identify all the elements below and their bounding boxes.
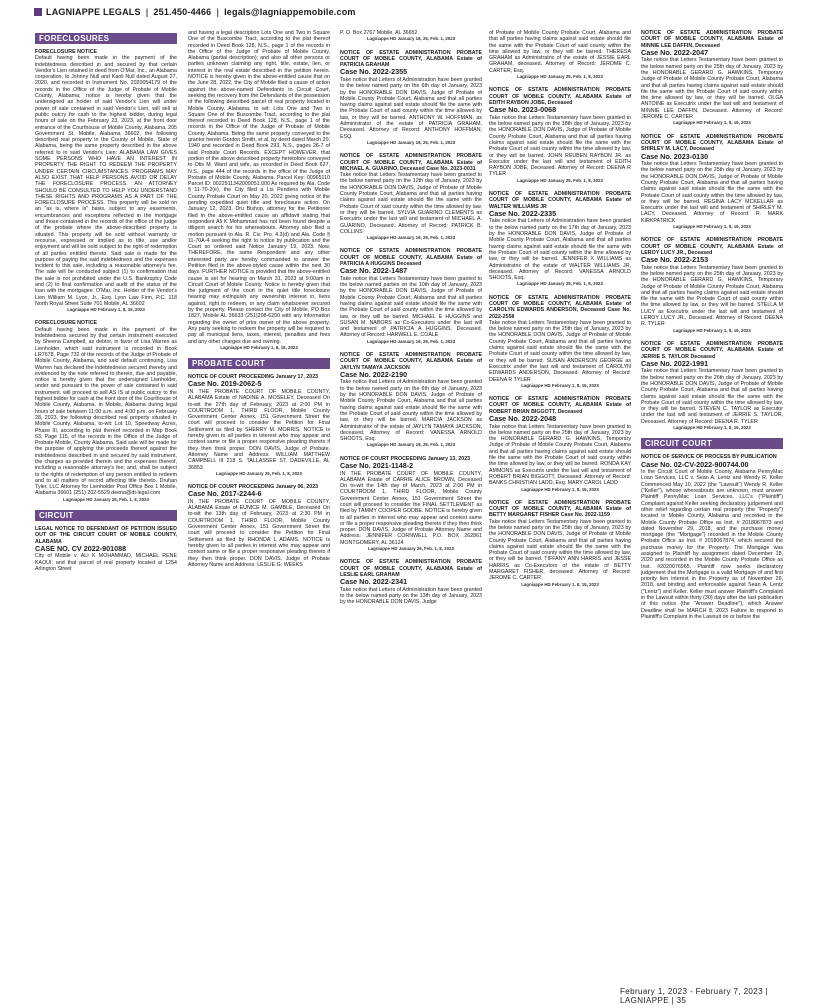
notice-title: NOTICE OF ESTATE ADMINISTRATION PROBATE COURT OF MOBILE COUNTY, ALABAMA Estate of MINNIE LEE DAFFIN, Deceased [641, 30, 783, 49]
page-footer: February 1, 2023 - February 7, 2023 | LAGNIAPPE | 35 [620, 987, 769, 1005]
notice-title: NOTICE OF ESTATE ADMINISTRATION PROBATE COURT OF MOBILE COUNTY, ALABAMA Estate of BETTY MARGARET FISHER Case No. 2022-1159 [489, 499, 631, 519]
case-number: Case No. 2022-2190 [340, 369, 408, 379]
header-email[interactable]: legals@lagniappemobile.com [224, 7, 356, 17]
notice-title: NOTICE OF ESTATE ADMINISTRATION PROBATE COURT OF MOBILE COUNTY, ALABAMA Estate of JERRIE S. TAYLOR Deceased [641, 340, 783, 360]
legal-notice [641, 454, 783, 620]
notice-body: Take notice that Letters of Administration have been granted to the below named party on the 17th day of January, 2023 by the HONORABLE DON DAVIS, Judge of Probate of Mobile County Probate Court, Alabama and that all parties having claims against said estate should file the same with the Probate Court of said county within the time allowed by law, or they will be barred. JENNIFER X WILLIAMS as Administratrix of the estate of WALTER WILLIAMS JR, deceased. Attorney of Record: VANESSA ARNOLD SHOOTS, Esq. [489, 218, 631, 282]
legal-notice [340, 153, 482, 241]
legal-notice [489, 295, 631, 389]
case-number: Case No. 2017-2244-6 [188, 489, 262, 499]
notice-title: NOTICE OF ESTATE ADMINISTRATION PROBATE COURT OF MOBILE COUNTY, ALABAMA Estate of LESLIE EARL GRAHAM [340, 559, 482, 578]
page-header [34, 5, 356, 19]
legal-notice [489, 87, 631, 184]
notice-body: Take notice that Letters of Administration have been granted to the below named party on the 6th day of January, 2023 by the HONORABLE DON DAVIS, Judge of Probate of Mobile County Probate Court, Alabama and that all parties having claims against said estate should file the same with the Probate Court of said county within the time allowed by law, or they will be barred. MARCIA JACKSON as Administratrix of the estate of JAYLYN TAMAYA JACKSON, deceased. Attorney of Record: VANESSA ARNOLD SHOOTS, Esq. [340, 379, 482, 443]
legal-notice [641, 237, 783, 334]
notice-title: NOTICE OF ESTATE ADMINISTRATION PROBATE COURT OF MOBILE COUNTY, ALABAMA Estate of WALTER WILLIAMS JR [489, 191, 631, 210]
case-number: Case No. 2022-2047 [641, 47, 709, 57]
publication-tag: Lagniappe HD February 1, 8, 15, 2023 [673, 425, 751, 431]
section-header: CIRCUIT [35, 510, 177, 521]
section-header: FORECLOSURES [35, 33, 177, 44]
notice-body: Take notice that Letters Testamentary have been granted to the below named party on the 26th day of January, 2023 by the HONORABLE DON DAVIS, Judge of Probate of Mobile County Probate Court, Alabama and that all parties having claims against said estate should file the same with the Probate Court of said county within the time allowed by law, or they will be barred. STEVEN C. TAYLOR as Executor under the last will and testament of JERRIE S. TAYLOR, Deceased. Attorney of Record: DEENA R. TYLER [641, 368, 783, 425]
publication-tag: Lagniappe HD January 18, 25, Feb. 1, 2023 [366, 442, 456, 448]
notice-body: and having a legal description Lots One and Two in Square One of the Buscombe Tract, according to the plat thereof recorded in Deed Book 128, N.S., page 1 of the records in the Office of the Judge of Probate of Mobile County, Alabama (partial description); and also all other persons or parties unknown claiming any right, title, estate, lien, or interest in the real estate described in the petition herein. NOTICE is hereby given in the above-entitled cause that on the June 28, 2022, the City of Mobile filed a cause of action against the above-named Defendants in Circuit Court, seeking the recovery from the Defendants of the possession of the following described parcel of real property located in Mobile County, Alabama, to wit: Lots One and Two in Square One of the Buscombe Tract, according to the plat thereof recorded in Deed Book 128, N.S., page 1 of the records in the Office of the Judge of Probate of Mobile County, Alabama. Being the same property conveyed to the grantor herein Gordon Smith, et al, by deed dated March 20, 1940 and recorded in Deed Book 293, N.S., pages 26-7 of said Probate Court Records. EXCEPT HOWEVER, that portion of the above described property heretofore conveyed to Otis M. Ward and wife, as recorded in Deed Book 627, N.S., page 444 of the records in the office of the Judge of Probate of Mobile County, Alabama. Parcel Key: 00965110 Parcel ID: 0022911342000051.000 As required by Ala. Code § 11-70-2(e), the City filed a Lis Pendens with Mobile County Probate Court on May 20, 2022 giving notice of the pending expedited quiet title and foreclosure action. On January 12, 2023, Dru Bishop, attorney for the Petitioner filed in the above-entitled cause an affidavit stating that respondent Ali K Mohammad has not been found despite a diligent search for his whereabouts. Attorney also filed a motion pursuant to Ala. R. Civ. Pro. 4.3(d) and Ala. Code § 11-70A-4 seeking the right to notice by publication and the Court so ordered said Notice January 19, 2023. Now, THEREFORE, the same Respondent and any other interested party are hereby commanded to answer the Petition filed in the above-styled cause within the next 30 days. FURTHER NOTICE is provided that the above-entitled cause is set for hearing on March 31, 2023 at 9:00am in Circuit Court of Mobile County. Notice is hereby given that the judgment of the court in the quiet title foreclosure hearing may extinguish any ownership interest in, liens against, right to redeem, or any claim whatsoever secured by the property. Please contact the City of Mobile, PO Box 1827, Mobile AL 36633 (251)208-6200 with any information regarding the owner of prior owner of the above property. Any party seeking to redeem the property will be required to pay all municipal liens, taxes, interest, penalties and fees and any other charges due and owning. [188, 30, 330, 345]
notice-body: Take notice that Letters Testamentary have been granted to the below named party on the 18th day of January, 2023 by the HONORABLE DON DAVIS, Judge of Probate of Mobile County Probate Court, Alabama and that all parties having claims against said estate should file the same with the Probate Court of said county within the time allowed by law, or they will be barred. JOHN REUBEN RAYBON JR. as Executor under the last will and testament of EDITH RAYBON JOBE, Deceased. Attorney of Record: DEENA R TYLER [489, 114, 631, 178]
notice-body: In the Circuit Court of Mobile County, Alabama PennyMac Loan Services, LLC v. Sean A. Lentz and Wendy R. Keller Commenced May 10, 2022 (the "Lawsuit") Wendy R. Keller ("Keller"), whose whereabouts are unknown, must answer Plaintiff PennyMac Loan Services, LLC's ("Plaintiff") Complaint against Keller seeking declaratory judgement and other relief regarding certain real property (the "Property") located in Mobile County, Alabama and recorded in the Mobile County Probate Office as Inst. # 2018067873 and dated November 29, 2018, and the purchase money mortgage (the "Mortgage") recorded in the Mobile County Probate Office as Inst. # 2018067874, which secured the purchase money for the Property. The Mortgage was assigned to Plaintiff by assignment dated December 18, 2020 and recorded in the Mobile County Probate Office as Inst. #2020076965. Plaintiff now seeks declaratory judgement that the Mortgage is a valid Mortgage of and first priority lien interest in the Property as of November 29, 2018, and binding and enforceable against Sean A. Lentz ("Lentz") and Keller. Keller must answer Plaintiff's Complaint in the Lawsuit within thirty (30) days after the last publication of this notice (the "Answer Deadline"), which Answer Deadline shall be MARCH 8, 2023 Failure to respond to Plaintiff's Complaint in the Lawsuit on or before the [641, 469, 783, 620]
legal-notice [188, 374, 330, 477]
publication-tag: Lagniappe HD February 1, 8, 15, 2023 [673, 327, 751, 333]
notice-title: NOTICE OF ESTATE ADMINISTRATION PROBATE COURT OF MOBILE COUNTY, ALABAMA Estate of ROBERT BRIAN BIGGOTT, Deceased [489, 396, 631, 415]
legal-notice [340, 559, 482, 605]
notice-body: Take notice that Letters Testamentary have been granted to the below named party on the 25th day of January, 2023 by the HONORABLE GERARD G. HAWKINS, Temporary Judge of Probate of Mobile County Probate Court, Alabama and that all parties having claims against said estate should file the same with the Probate Court of said county within the time allowed by law, or they will be barred. STELLA M LUCY as Executrix under the last will and testament of LEROY LUCY JR., Deceased. Attorney of Record: DEENA R. TYLER [641, 264, 783, 328]
case-number: Case No. 2022-2048 [489, 414, 557, 424]
publication-tag: Lagniappe HD January 25, Feb. 1, 8, 2023 [368, 546, 454, 552]
legal-notice [340, 248, 482, 345]
case-number: Case No. 2021-1148-2 [340, 461, 414, 471]
legal-notice [188, 30, 330, 351]
case-number: Case No. 2023-0130 [641, 151, 709, 161]
column-3 [340, 30, 482, 980]
publication-tag: Lagniappe HD February 1, 8, 15, 2023 [521, 486, 599, 492]
column-2 [188, 30, 330, 980]
legal-notice [340, 30, 482, 43]
legal-notice [641, 341, 783, 431]
notice-title: NOTICE OF ESTATE ADMINISTRATION PROBATE COURT OF MOBILE COUNTY, ALABAMA Estate of PATRICIA GRAHAM [340, 49, 482, 69]
section-header: PROBATE COURT [188, 358, 330, 369]
publication-tag: Lagniappe HD February 1, 8, 15, 2023 [220, 344, 298, 350]
legal-notice [489, 191, 631, 288]
publication-tag: Lagniappe HD February 1, 8, 15, 2023 [673, 224, 751, 230]
publication-tag: Lagniappe HD January 18, 25, Feb. 1, 2023 [366, 338, 456, 344]
notice-body: Take notice that Letters Testamentary have been granted to the below named parties on the 10th day of January, 2023 by the HONORABLE DON DAVIS, Judge of Probate of Mobile County Probate Court, Alabama and that all parties having claims against said estate should file the same with the Probate Court of said county within the time allowed by law, or they will be barred. MICHAEL E HUGGINS and SUSAN M. NABORS as Co-Executors under the last will and testament of PATRICIA A HUGGINS, Deceased. Attorney of Record: HARWELL E. COALE [340, 275, 482, 339]
case-number: Case No. 2022-2355 [340, 67, 408, 77]
header-divider: | [145, 7, 149, 17]
header-square-icon [34, 8, 42, 16]
column-5 [641, 30, 783, 980]
notice-body: IN THE PROBATE COURT OF MOBILE COUNTY, ALABAMA Estate of NADINE A. MOSELEY, Deceased On to-wit the 27th day of February, 2023 at 2:00 PM in COURTROOM 1, THIRD FLOOR, Mobile County Government Center Annex, 151 Government Street the court will proceed to consider the Petition for Final Settlement as filed by SHERRY M. MORRIS. NOTICE is hereby given to all parties in interest who may appear and contest same or file a proper responsive pleading thereto if they then think proper. DON DAVIS, Judge of Probate. Attorney Name and Address: WILLIAM MATTHEW CAMPBELL III 218 S. TALLASSEE ST. DADEVILLE, AL 36853 [188, 388, 330, 471]
notice-body: P. O. Box 2767 Mobile, AL 36652 [340, 30, 418, 36]
header-phone: 251.450-4466 [153, 7, 212, 17]
notice-title: NOTICE OF ESTATE ADMINISTRATION PROBATE COURT OF MOBILE COUNTY, ALABAMA Estate of MICHAEL A. GUARINO, Deceased Case No. 2023-0031 [340, 153, 482, 172]
notice-body: Take notice that Letters Testamentary have been granted to the below named party on the 25th day of January, 2023 by the HONORABLE DON DAVIS, Judge of Probate of Mobile County Probate Court, Alabama and that all parties having claims against said estate should file the same with the Probate Court of said county within the time allowed by law, or they will be barred. SUSAN ANDERSON GEORGE as Executrix under the last will and testament of CAROLYN EDWARDS ANDERSON, Deceased. Attorney of Record: DEENA R TYLER [489, 319, 631, 383]
notice-title: NOTICE OF ESTATE ADMINISTRATION PROBATE COURT OF MOBILE COUNTY, ALABAMA Estate of SHIRLEY M. LACY, Deceased [641, 133, 783, 153]
notice-body: Take notice that Letters Testamentary have been granted to the below named party on the 12th day of January, 2023 by the HONORABLE DON DAVIS, Judge of Probate of Mobile County Probate Court, Alabama and that all parties having claims against said estate should file the same with the Probate Court of said county within the time allowed by law, or they will be barred. SYLVIA GUARINO CLEMENTS as Executrix under the last will and testament of MICHAEL A. GUARINO, Deceased. Attorney of Record: PATRICK B. COLLINS [340, 172, 482, 235]
case-number: Case No. 2023-0068 [489, 105, 557, 115]
publication-tag: Lagniappe HD February 1, 8, 15, 2023 [521, 382, 599, 388]
case-number: Case No. 2022-2153 [641, 255, 709, 265]
legal-notice [641, 30, 783, 127]
notice-body: of Probate of Mobile County Probate Court, Alabama and that all parties having claims against said estate should file the same with the Probate Court of said county within the time allowed by law, or they will be barred. THERESA GRAHAM as Administratrix of the estate of JESSIE EARL GRAHAM, deceased. Attorney of Record: JEROME C. CARTER, Esq. [489, 30, 631, 74]
legal-notice [489, 500, 631, 588]
legal-notice [35, 49, 177, 313]
publication-tag: Lagniappe HD January 25, Feb. 1, 8, 2023 [216, 470, 302, 476]
notice-body: Take notice that Letters Testamentary have been granted to the below named party on the 25th day of January, 2023 by the HONORABLE GERARD G. HAWKINS, Temporary Judge of Probate of Mobile County Probate Court, Alabama and that all parties having claims against said estate should file the same with the Probate Court of said county within the time allowed by law, or they will be barred. OLGA ANTOINE as Executrix under the last will and testament of MINNIE LEE DAFFIN, Deceased. Attorney of Record: JEROME C. CARTER [641, 57, 783, 121]
notice-title: NOTICE OF COURT PROCEEDING January 06, 2023 [188, 484, 319, 491]
publication-tag: Lagniappe HD January 18, 25, Feb. 1, 2023 [366, 139, 456, 145]
notice-title: FORECLOSURE NOTICE [35, 320, 98, 327]
publication-tag: Lagniappe HD February 1, 8, 15, 2023 [67, 307, 145, 313]
legal-notice [340, 456, 482, 553]
publication-tag: Lagniappe HD February 1, 8, 15, 2023 [521, 581, 599, 587]
legal-notice [340, 352, 482, 449]
notice-body: Take notice that Letters Testamentary have been granted to the below named party on the 25th day of January, 2023 by the HONORABLE DON DAVIS, Judge of Probate of Mobile County Probate Court, Alabama and that all parties having claims against said estate should file the same with the Probate Court of said county within the time allowed by law, or they will be barred. TIFFANY ANN HARRIS and JESSE HARRIS as Co-Executors of the estate of BETTY MARGARET FISHER, deceased. Attorney of Record: JEROME C. CARTER [489, 518, 631, 582]
legal-notice [35, 526, 177, 572]
legal-notice [641, 134, 783, 231]
notice-title: NOTICE OF COURT PROCEEDING January 17, 2023 [188, 374, 319, 381]
case-number: Case No. 2022-1487 [340, 266, 408, 276]
notice-body: IN THE PROBATE COURT OF MOBILE COUNTY, ALABAMA Estate of CARRIE ALICE BROWN, Deceased On to-wit the 14th day of March, 2023 at 2:00 PM in COURTROOM 1, THIRD FLOOR, Mobile County Government Center Annex, 151 Government Street the court will proceed to consider the FINAL SETTLEMENT as filed by TAMMY COOPER GODBE. NOTICE is hereby given to all parties in interest who may appear and contest same or file a proper responsive pleading thereto if they then think proper. DON DAVIS, Judge of Probate Attorney Name and Address: JENNIFER CORNWELL P.O. BOX 262861 MONTGOMERY, AL 36124 [340, 470, 482, 546]
publication-tag: Lagniappe HD February 1, 8, 15, 2023 [673, 120, 751, 126]
case-number: Case No. 2022-1991 [641, 358, 709, 368]
publication-tag: Lagniappe HD January 18, 25, Feb. 1, 2023 [366, 36, 456, 42]
notice-title: LEGAL NOTICE TO DEFENDANT OF PETITION ISSUED OUT OF THE CIRCUIT COURT OF MOBILE COUNTY, ALABAMA [35, 526, 177, 545]
case-number: CASE NO. CV 2022-901088 [35, 543, 127, 553]
section-header: CIRCUIT COURT [641, 438, 783, 449]
notice-body: City of Mobile v. ALI K MOHAMMAD, MICHAEL RENE KAOUI; and that parcel of real property located at 1254 Arlington Street [35, 553, 177, 573]
publication-tag: Lagniappe HD January 25, Feb. 1, 8, 2023 [63, 496, 149, 502]
legal-notice [35, 320, 177, 503]
publication-tag: Lagniappe HD January 25, Feb. 1, 8, 2023 [517, 74, 603, 80]
publication-tag: Lagniappe HD January 18, 25, Feb. 1, 2023 [366, 235, 456, 241]
case-number: Case No. 2022-2335 [489, 208, 557, 218]
notice-title: NOTICE OF COURT PROCEEDING January 13, 2023 [340, 455, 471, 462]
case-number: Case No. 2022-2341 [340, 577, 408, 587]
notice-body: Take notice that Letters Testamentary have been granted to the below named party on the 25th day of January, 2023 by the HONORABLE GERARD G. HAWKINS, Temporary Judge of Probate of Mobile County Probate Court, Alabama and that all parties having claims against said estate should file the same with the Probate Court of said county within the time allowed by law, or they will be barred. RONDA KAY AMMONS as Executrix under the last will and testament of ROBERT BRIAN BIGGOTT, Deceased. Attorney of Record: BANKS CHRISTIAN LADD, Esq. MARY CAROL LADD [489, 423, 631, 487]
notice-body: Take notice that Letters of Administration have been granted to the below named party on the 13th day of January, 2023 by the HONORABLE DON DAVIS, Judge [340, 586, 482, 606]
notice-title: FORECLOSURE NOTICE [35, 49, 98, 55]
case-number: Case No. 02-CV-2022-900744.00 [641, 459, 749, 469]
legal-notice [489, 396, 631, 493]
notice-body: IN THE PROBATE COURT OF MOBILE COUNTY, ALABAMA Estate of EUNICE M. GAMBLE, Deceased On to-wit the 13th day of February, 2023 at 2:30 PM in COURTROOM 1, THIRD FLOOR, Mobile County Government Center Annex, 151 Government Street the court will proceed to consider the Petition for Final Settlement as filed by RHONDA L ADAMS. NOTICE is hereby given to all parties in interest who may appear and contest same or file a proper responsive pleading thereto if they then think proper. DON DAVIS, Judge of Probate Attorney Name and Address: LESLIE G. WEEKS [188, 498, 330, 568]
notice-body: Take notice that Letters Testamentary have been granted to the below named party on the 25th day of January, 2023 by the HONORABLE DON DAVIS, Judge of Probate of Mobile County Probate Court, Alabama and that all parties having claims against said estate should file the same with the Probate Court of said county within the time allowed by law, or they will be barred. REGINA LACY MCKELLAR as Executrix under the last will and testament of SHIRLEY M. LACY, Deceased. Attorney of Record: R. MARK KIRKPATRICK [641, 161, 783, 224]
column-4 [489, 30, 631, 980]
notice-title: NOTICE OF ESTATE ADMINISTRATION PROBATE COURT OF MOBILE COUNTY, ALABAMA Estate of EDITH RAYBON JOBE, Deceased [489, 87, 631, 106]
column-1 [35, 30, 177, 980]
legal-notice [188, 484, 330, 568]
notice-body: Default having been made in the payment of the indebtedness described in and secured by that certain Vendor's Lien retained in deed from O'Mar, Inc., an Alabama corporation, to Johnny Null and Kaoli Null dated August 27, 2020, and recorded in Instrument No. 2020054179 of the records in the Office of the Judge of Probate of Mobile County, Alabama; notice is hereby given that the undersigned as holder of said Vendor's Lien will under power of sale contained in said Vendor's Lien, will sell at public outcry for cash to the highest bidder, during legal hours of sale on the February 23, 2023, at the front door entrance of the Courthouse of Mobile County, Alabama, 205 Government St. Mobile, Alabama 36602, the following described real property in the County of Mobile, State of Alabama, being the same property described in the above referred to in said Vendor's Lien: ALABAMA LAW GIVES SOME PERSONS WHO HAVE AN INTEREST IN PROPERTY THE RIGHT TO REDEEM THE PROPERTY UNDER CERTAIN CIRCUMSTANCES. PROGRAMS MAY ALSO EXIST THAT HELP PERSONS AVOID OR DELAY THE FORECLOSURE PROCESS. AN ATTORNEY SHOULD BE CONSULTED TO HELP YOU UNDERSTAND THESE RIGHTS AND PROGRAMS AS A PART OF THE FORECLOSURE PROCESS. This property will be sold on an "as is, where is" basis, subject to any easements, encumbrances and exceptions reflected in the mortgage and those contained in the records of the office of the judge of the probate where the above-described property is situated. This property will be sold without warranty or recourse, expressed or implied as to title, use and/or enjoyment and will be sold subject to the right of redemption of all parties entitled thereto. Said sale is made for the purpose of paying the said indebtedness and the expenses incident to this sale, including a reasonable attorney's fee. The sale will be conducted subject (1) to confirmation that the sale is not prohibited under the U.S. Bankruptcy Code and (2) to final confirmation and audit of the status of the loan with the mortgagee. O'Mar, Inc. Holder of the Vendor's Lien William M. Lyon, Jr., Esq. Lyon Law Firm, P.C. 118 North Royal Street Suite 701 Mobile, AL 36602 [35, 55, 177, 307]
header-section: LAGNIAPPE LEGALS [46, 7, 141, 17]
publication-tag: Lagniappe HD January 25, Feb. 1, 8, 2023 [517, 177, 603, 183]
notice-title: NOTICE OF ESTATE ADMINISTRATION PROBATE COURT OF MOBILE COUNTY, ALABAMA Estate of CAROLYN EDWARDS ANDERSON, Deceased Case No. 2022-2558 [489, 294, 631, 320]
notice-body: Default having been made in the payment of the indebtedness secured by that certain instrument executed by Sheena Campbell, as debtor, in favor of Lisa Warren as Lienholder, which said instrument is recorded in Book LR7678, Page 732 of the records of the Judge of Probate of Mobile County, Alabama, and said default continuing, Lisa Warren has declared the indebtedness secured thereby and evidenced by the note referred to therein, due and payable, notice is hereby given that the undersigned Lienholder, under and pursuant to the power of sale contained in said instrument, will proceed to sell AS IS at public outcry to the highest bidder for cash at the front door of the Courthouse of Mobile County, Alabama, in Mobile, Alabama during legal hours of sale between 11:00 a.m. and 4:00 p.m. on February 28, 2023, the following described real property situated in Mobile County, Alabama, to-wit: Lot 10, Speedway Acres, Phase III, according to plat thereof recorded in Map Book 63, Page 115, of the records in the Office of the Judge of Probate Mobile, County Alabama. Said sale will be made for the purpose of applying the proceeds thereof against the indebtedness described in and secured by said instrument, the charges as provided therein and the expenses thereof, including a reasonable attorney's fee; and, shall be subject to the rights of redemption of any person entitled to redeem and to all matters of record affecting title thereto. Druhan Tyler, LLC Attorney for Lienholder Post Office Box 1 Mobile, Alabama 36601 (251) 202-5529 deena@dt-legal.com [35, 326, 177, 497]
notice-title: NOTICE OF ESTATE ADMINISTRATION PROBATE COURT OF MOBILE COUNTY, ALABAMA Estate of JAYLYN TAMAYA JACKSON [340, 352, 482, 371]
notice-body: Take notice that Letters of Administration have been granted to the below named party on the 6th day of January, 2023 by the HONORABLE DON DAVIS, Judge of Probate of Mobile County Probate Court, Alabama and that all parties having claims against said estate should file the same with the Probate Court of said county within the time allowed by law, or they will be barred. ANTHONY W. HOFFMAN, as Administrator of the estate of PATRICIA GRAHAM, Deceased. Attorney of Record: ANTHONY HOFFMAN, ESQ. [340, 76, 482, 140]
notice-title: NOTICE OF SERVICE OF PROCESS BY PUBLICATION [641, 454, 777, 461]
publication-tag: Lagniappe HD January 25, Feb. 1, 8, 2023 [517, 281, 603, 287]
notice-title: NOTICE OF ESTATE ADMINISTRATION PROBATE COURT OF MOBILE COUNTY, ALABAMA Estate of PATRICIA A HUGGINS Deceased [340, 248, 482, 267]
notice-title: NOTICE OF ESTATE ADMINISTRATION PROBATE COURT OF MOBILE COUNTY, ALABAMA Estate of LEROY LUCY JR., Deceased [641, 237, 783, 256]
header-divider: | [216, 7, 220, 17]
case-number: Case No. 2019-2062-5 [188, 379, 262, 389]
legal-notice [489, 30, 631, 80]
legal-notice [340, 50, 482, 147]
